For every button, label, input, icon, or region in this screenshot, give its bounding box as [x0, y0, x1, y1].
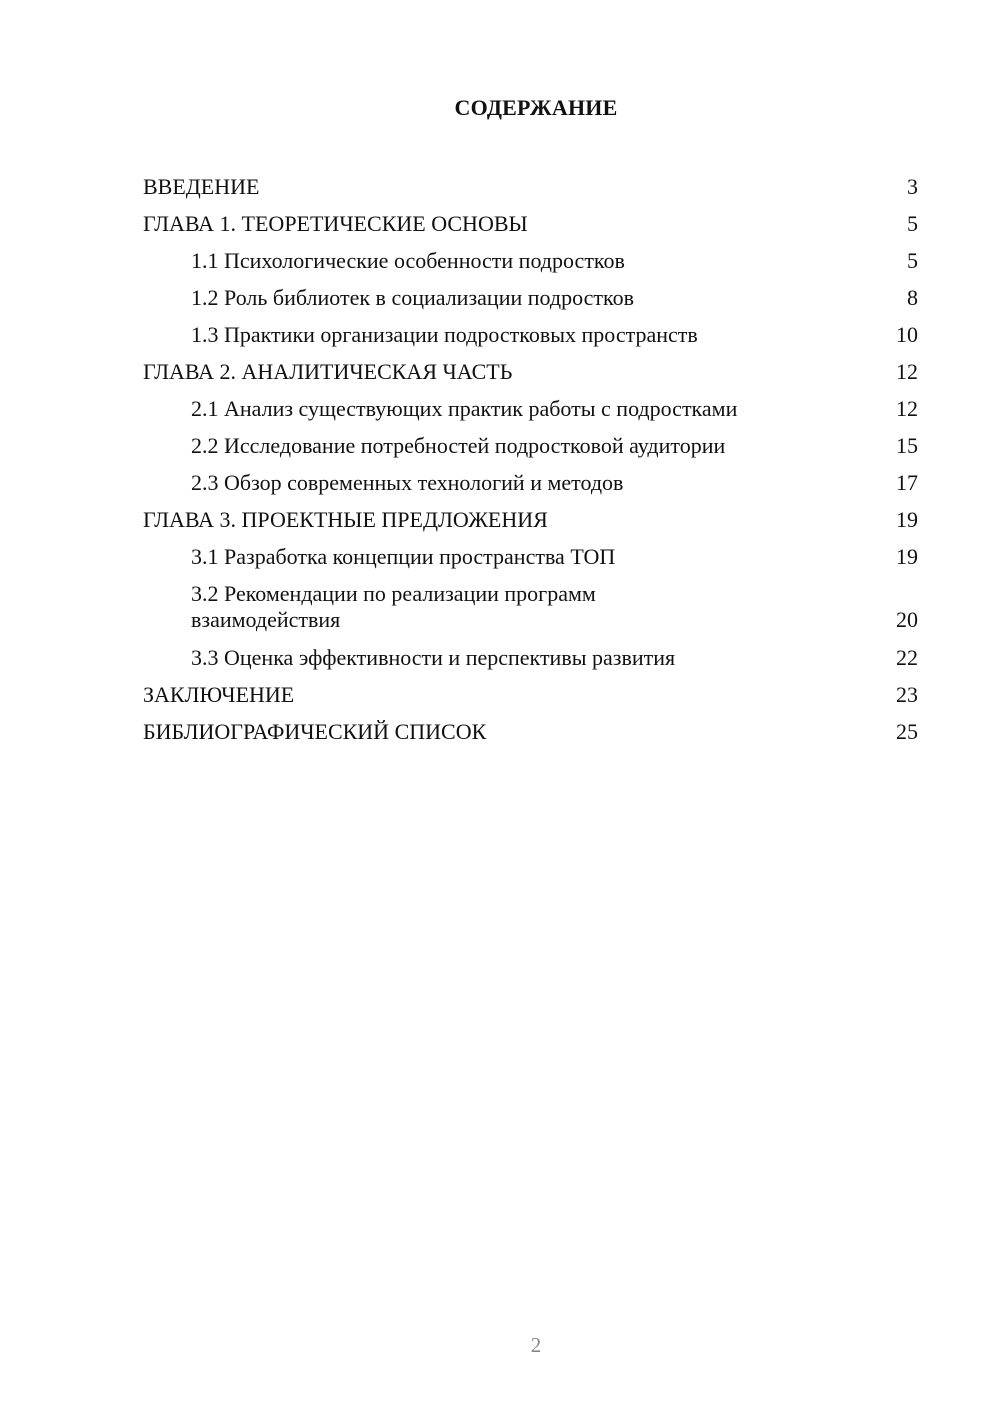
toc-entry-label: 3.3 Оценка эффективности и перспективы развития [191, 645, 676, 670]
toc-entry-label: 1.2 Роль библиотек в социализации подростков [191, 285, 634, 310]
toc-entry-section-2-1[interactable] [143, 390, 918, 427]
toc-entry-label: ГЛАВА 1. ТЕОРЕТИЧЕСКИЕ ОСНОВЫ [143, 211, 528, 236]
toc-entry-section-3-2[interactable] [143, 575, 918, 639]
toc-entry-page: 12 [896, 396, 918, 421]
toc-entry-page: 17 [896, 470, 918, 495]
toc-entry-section-1-1[interactable] [143, 242, 918, 279]
toc-entry-label: БИБЛИОГРАФИЧЕСКИЙ СПИСОК [143, 719, 487, 744]
toc-entry-label: 1.1 Психологические особенности подростков [191, 248, 625, 273]
toc-entry-page: 8 [907, 285, 918, 310]
toc-entry-chapter-2[interactable] [143, 353, 918, 390]
toc-entry-page: 5 [907, 211, 918, 236]
toc-entry-label: 2.2 Исследование потребностей подростковой аудитории [191, 433, 726, 458]
toc-entry-label: 2.3 Обзор современных технологий и методов [191, 470, 624, 495]
toc-entry-page: 23 [896, 682, 918, 707]
page-number: 2 [530, 1333, 542, 1357]
table-of-contents [143, 168, 918, 750]
toc-entry-page: 25 [896, 719, 918, 744]
toc-entry-page: 19 [896, 544, 918, 569]
toc-entry-label: ЗАКЛЮЧЕНИЕ [143, 682, 295, 707]
toc-entry-label: 2.1 Анализ существующих практик работы с подростками [191, 396, 738, 421]
toc-entry-page: 3 [907, 174, 918, 199]
page-title: СОДЕРЖАНИЕ [454, 95, 618, 120]
toc-entry-page: 15 [896, 433, 918, 458]
toc-entry-page: 12 [896, 359, 918, 384]
toc-entry-page: 19 [896, 507, 918, 532]
toc-entry-page: 5 [907, 248, 918, 273]
toc-entry-section-1-3[interactable] [143, 316, 918, 353]
toc-entry-chapter-3[interactable] [143, 501, 918, 538]
toc-entry-section-1-2[interactable] [143, 279, 918, 316]
toc-entry-section-2-2[interactable] [143, 427, 918, 464]
toc-entry-label: ГЛАВА 3. ПРОЕКТНЫЕ ПРЕДЛОЖЕНИЯ [143, 507, 548, 532]
toc-entry-introduction[interactable] [143, 168, 918, 205]
toc-entry-section-2-3[interactable] [143, 464, 918, 501]
toc-entry-page: 10 [896, 322, 918, 347]
toc-entry-label: 1.3 Практики организации подростковых пространств [191, 322, 698, 347]
toc-entry-page: 20 [896, 607, 918, 632]
toc-entry-chapter-1[interactable] [143, 205, 918, 242]
toc-entry-label: ВВЕДЕНИЕ [143, 174, 260, 199]
toc-entry-section-3-3[interactable] [143, 639, 918, 676]
toc-entry-section-3-1[interactable] [143, 538, 918, 575]
toc-entry-bibliography[interactable] [143, 713, 918, 750]
toc-entry-page: 22 [896, 645, 918, 670]
toc-entry-label: 3.1 Разработка концепции пространства ТОП [191, 544, 616, 569]
toc-entry-conclusion[interactable] [143, 676, 918, 713]
toc-entry-label: ГЛАВА 2. АНАЛИТИЧЕСКАЯ ЧАСТЬ [143, 359, 513, 384]
toc-entry-label: 3.2 Рекомендации по реализации программ взаимодействия [191, 581, 596, 632]
